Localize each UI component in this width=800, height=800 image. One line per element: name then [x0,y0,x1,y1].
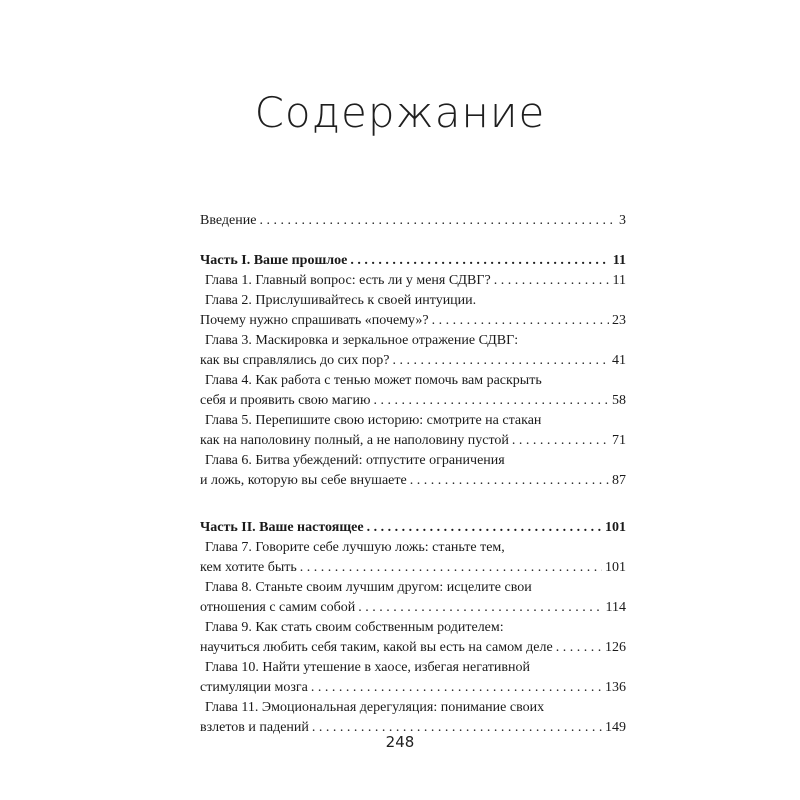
toc-line [200,451,626,471]
dot-leader [311,678,602,698]
toc-line [200,618,626,638]
toc-line [200,598,626,618]
toc-line-page: 58 [612,393,626,408]
toc-line [200,558,626,578]
toc-line-text: Глава 5. Перепишите свою историю: смотрите на стакан [205,413,542,428]
toc-line-text: Глава 6. Битва убеждений: отпустите ограничения [205,453,505,468]
dot-leader [432,311,609,331]
toc-line-text: Глава 1. Главный вопрос: есть ли у меня СДВГ? [205,273,491,288]
toc-line-text: Глава 8. Станьте своим лучшим другом: исцелите свои [205,580,532,595]
toc-line-page: 11 [612,273,626,288]
toc-line-text: кем хотите быть [200,560,297,575]
toc-line [200,291,626,311]
toc-line-text: себя и проявить свою магию [200,393,371,408]
table-of-contents [200,211,626,738]
toc-line [200,578,626,598]
toc-line-page: 149 [605,720,626,735]
toc-entry-text: Введение [200,213,257,228]
page-title: Содержание [254,88,546,137]
toc-line-text: стимуляции мозга [200,680,308,695]
toc-line-page: 71 [612,433,626,448]
part-heading-2 [200,518,626,538]
part-heading-page: 11 [612,253,626,268]
toc-entry-page: 3 [619,213,626,228]
toc-line [200,431,626,451]
toc-line-text: как вы справлялись до сих пор? [200,353,390,368]
dot-leader [373,391,609,411]
toc-line [200,471,626,491]
toc-line-page: 136 [605,680,626,695]
part-heading-text: Часть II. Ваше настоящее [200,520,364,535]
toc-line-page: 126 [605,640,626,655]
toc-line-text: научиться любить себя таким, какой вы есть на самом деле [200,640,553,655]
dot-leader [410,471,609,491]
part-heading-1 [200,251,626,271]
dot-leader [512,431,609,451]
toc-line-text: Глава 10. Найти утешение в хаосе, избегая негативной [205,660,530,675]
dot-leader [556,638,602,658]
dot-leader [494,271,610,291]
page-number: 248 [385,733,415,751]
toc-line-text: и ложь, которую вы себе внушаете [200,473,407,488]
part-heading-page: 101 [605,520,626,535]
toc-line [200,331,626,351]
toc-line-page: 41 [612,353,626,368]
dot-leader [358,598,602,618]
toc-line-page: 114 [605,600,626,615]
toc-line [200,698,626,718]
toc-line-page: 87 [612,473,626,488]
dot-leader [300,558,602,578]
toc-line-text: Глава 4. Как работа с тенью может помочь вам раскрыть [205,373,542,388]
toc-line [200,371,626,391]
toc-line [200,411,626,431]
toc-line-text: взлетов и падений [200,720,309,735]
toc-line-page: 101 [605,560,626,575]
dot-leader [393,351,609,371]
part-heading-text: Часть I. Ваше прошлое [200,253,348,268]
toc-line-text: Глава 11. Эмоциональная дерегуляция: понимание своих [205,700,545,715]
dot-leader [259,211,616,231]
toc-line-text: как на наполовину полный, а не наполовину пустой [200,433,509,448]
dot-leader [367,518,602,538]
toc-line-text: Почему нужно спрашивать «почему»? [200,313,429,328]
toc-line-text: Глава 7. Говорите себе лучшую ложь: станьте тем, [205,540,505,555]
toc-line [200,391,626,411]
toc-line-text: Глава 2. Прислушивайтесь к своей интуиции. [205,293,477,308]
toc-line-text: отношения с самим собой [200,600,356,615]
toc-line-text: Глава 3. Маскировка и зеркальное отражение СДВГ: [205,333,519,348]
toc-line [200,351,626,371]
toc-line [200,658,626,678]
toc-line-text: Глава 9. Как стать своим собственным родителем: [205,620,504,635]
toc-entry-intro [200,211,626,231]
toc-line [200,311,626,331]
dot-leader [350,251,609,271]
toc-line [200,538,626,558]
toc-line-page: 23 [612,313,626,328]
toc-line [200,678,626,698]
toc-line [200,638,626,658]
toc-line [200,271,626,291]
